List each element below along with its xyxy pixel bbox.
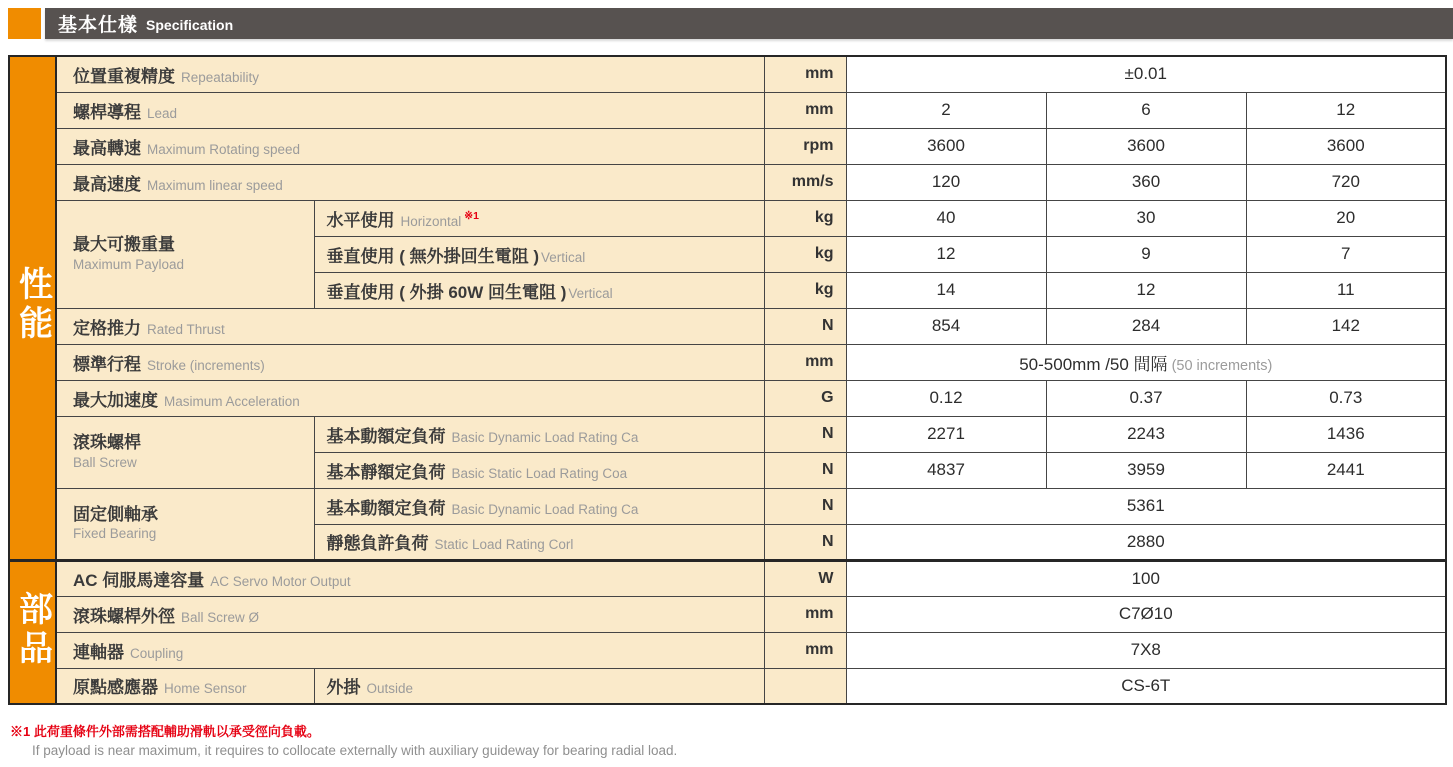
- ball-screw-static-label: 基本靜額定負荷 Basic Static Load Rating Coa: [314, 452, 764, 488]
- payload-horizontal-value-0: 40: [846, 200, 1046, 236]
- servo-output-label: AC 伺服馬達容量 AC Servo Motor Output: [56, 560, 764, 596]
- fixed-bearing-dynamic-label: 基本動額定負荷 Basic Dynamic Load Rating Ca: [314, 488, 764, 524]
- row-ball-screw-od: [9, 596, 1446, 632]
- servo-output-unit: W: [764, 560, 846, 596]
- header-bar: [45, 8, 1453, 39]
- fixed-bearing-static-unit: N: [764, 524, 846, 560]
- row-rated-thrust: [9, 308, 1446, 344]
- row-coupling: [9, 632, 1446, 668]
- max-acceleration-value-1: 0.37: [1046, 380, 1246, 416]
- row-lead: [9, 92, 1446, 128]
- stroke-value: 50-500mm /50 間隔 (50 increments): [846, 344, 1446, 380]
- lead-unit: mm: [764, 92, 846, 128]
- ball-screw-static-value-0: 4837: [846, 452, 1046, 488]
- row-servo-output: [9, 560, 1446, 596]
- spec-table: [8, 55, 1447, 705]
- payload-vertical-no-resistor-label: 垂直使用 ( 無外掛回生電阻 ) Vertical: [314, 236, 764, 272]
- sidebar-performance-label: 性能: [13, 266, 52, 345]
- home-sensor-unit: [764, 668, 846, 704]
- max-acceleration-label: 最大加速度 Masimum Acceleration: [56, 380, 764, 416]
- ball-screw-static-value-2: 2441: [1246, 452, 1446, 488]
- ball-screw-dynamic-value-0: 2271: [846, 416, 1046, 452]
- footnote: [10, 723, 677, 758]
- stroke-unit: mm: [764, 344, 846, 380]
- fixed-bearing-static-value: 2880: [846, 524, 1446, 560]
- payload-vertical-no-resistor-value-2: 7: [1246, 236, 1446, 272]
- max-acceleration-value-2: 0.73: [1246, 380, 1446, 416]
- payload-vertical-60w-label: 垂直使用 ( 外掛 60W 回生電阻 ) Vertical: [314, 272, 764, 308]
- fixed-bearing-static-label: 靜態負許負荷 Static Load Rating Corl: [314, 524, 764, 560]
- sidebar-performance: [9, 56, 56, 560]
- sidebar-parts: [9, 560, 56, 704]
- lead-label: 螺桿導程 Lead: [56, 92, 764, 128]
- rated-thrust-value-0: 854: [846, 308, 1046, 344]
- rated-thrust-label: 定格推力 Rated Thrust: [56, 308, 764, 344]
- rated-thrust-unit: N: [764, 308, 846, 344]
- footnote-zh: ※1 此荷重條件外部需搭配輔助滑軌以承受徑向負載。: [10, 724, 320, 739]
- rated-thrust-value-2: 142: [1246, 308, 1446, 344]
- payload-vertical-no-resistor-value-1: 9: [1046, 236, 1246, 272]
- ball-screw-dynamic-label: 基本動額定負荷 Basic Dynamic Load Rating Ca: [314, 416, 764, 452]
- payload-horizontal-label: 水平使用 Horizontal $^{※1}$: [314, 200, 764, 236]
- payload-horizontal-value-1: 30: [1046, 200, 1246, 236]
- ball-screw-od-value: C7Ø10: [846, 596, 1446, 632]
- footnote-marker: ※1: [464, 210, 479, 223]
- sidebar-parts-label: 部品: [13, 590, 52, 669]
- row-payload-horizontal: [9, 200, 1446, 236]
- accent-block: [8, 8, 41, 39]
- payload-vertical-no-resistor-unit: kg: [764, 236, 846, 272]
- fixed-bearing-group-label: 固定側軸承 Fixed Bearing: [56, 488, 314, 560]
- lead-value-0: 2: [846, 92, 1046, 128]
- payload-vertical-no-resistor-value-0: 12: [846, 236, 1046, 272]
- max-rotating-speed-unit: rpm: [764, 128, 846, 164]
- coupling-label: 連軸器 Coupling: [56, 632, 764, 668]
- row-stroke: [9, 344, 1446, 380]
- max-rotating-speed-value-1: 3600: [1046, 128, 1246, 164]
- row-repeatability: [9, 56, 1446, 92]
- home-sensor-label: 原點感應器 Home Sensor: [56, 668, 314, 704]
- row-max-rotating-speed: [9, 128, 1446, 164]
- payload-horizontal-unit: kg: [764, 200, 846, 236]
- ball-screw-static-value-1: 3959: [1046, 452, 1246, 488]
- fixed-bearing-dynamic-unit: N: [764, 488, 846, 524]
- ball-screw-group-label: 滾珠螺桿 Ball Screw: [56, 416, 314, 488]
- max-rotating-speed-value-0: 3600: [846, 128, 1046, 164]
- rated-thrust-value-1: 284: [1046, 308, 1246, 344]
- max-linear-speed-value-0: 120: [846, 164, 1046, 200]
- servo-output-value: 100: [846, 560, 1446, 596]
- payload-horizontal-value-2: 20: [1246, 200, 1446, 236]
- row-home-sensor: [9, 668, 1446, 704]
- row-max-acceleration: [9, 380, 1446, 416]
- ball-screw-dynamic-value-1: 2243: [1046, 416, 1246, 452]
- repeatability-value: ±0.01: [846, 56, 1446, 92]
- ball-screw-dynamic-value-2: 1436: [1246, 416, 1446, 452]
- home-sensor-sub-label: 外掛 Outside: [314, 668, 764, 704]
- home-sensor-value: CS-6T: [846, 668, 1446, 704]
- payload-vertical-60w-value-0: 14: [846, 272, 1046, 308]
- repeatability-label: 位置重複精度 Repeatability: [56, 56, 764, 92]
- lead-value-2: 12: [1246, 92, 1446, 128]
- max-linear-speed-label: 最高速度 Maximum linear speed: [56, 164, 764, 200]
- ball-screw-static-unit: N: [764, 452, 846, 488]
- section-header: [8, 8, 1453, 39]
- max-rotating-speed-label: 最高轉速 Maximum Rotating speed: [56, 128, 764, 164]
- coupling-unit: mm: [764, 632, 846, 668]
- max-linear-speed-value-1: 360: [1046, 164, 1246, 200]
- row-ball-screw-dynamic: [9, 416, 1446, 452]
- payload-vertical-60w-unit: kg: [764, 272, 846, 308]
- ball-screw-dynamic-unit: N: [764, 416, 846, 452]
- page-title-en: Specification: [146, 17, 234, 33]
- payload-vertical-60w-value-1: 12: [1046, 272, 1246, 308]
- max-acceleration-value-0: 0.12: [846, 380, 1046, 416]
- page-title-zh: 基本仕樣: [58, 15, 139, 36]
- ball-screw-od-unit: mm: [764, 596, 846, 632]
- repeatability-unit: mm: [764, 56, 846, 92]
- footnote-en: If payload is near maximum, it requires to collocate externally with auxiliary guideway for bearing radial load.: [32, 743, 678, 759]
- coupling-value: 7X8: [846, 632, 1446, 668]
- row-max-linear-speed: [9, 164, 1446, 200]
- stroke-label: 標準行程 Stroke (increments): [56, 344, 764, 380]
- row-fixed-bearing-dynamic: [9, 488, 1446, 524]
- ball-screw-od-label: 滾珠螺桿外徑 Ball Screw Ø: [56, 596, 764, 632]
- max-payload-group-label: 最大可搬重量 Maximum Payload: [56, 200, 314, 308]
- max-linear-speed-value-2: 720: [1246, 164, 1446, 200]
- max-acceleration-unit: G: [764, 380, 846, 416]
- fixed-bearing-dynamic-value: 5361: [846, 488, 1446, 524]
- payload-vertical-60w-value-2: 11: [1246, 272, 1446, 308]
- lead-value-1: 6: [1046, 92, 1246, 128]
- max-rotating-speed-value-2: 3600: [1246, 128, 1446, 164]
- max-linear-speed-unit: mm/s: [764, 164, 846, 200]
